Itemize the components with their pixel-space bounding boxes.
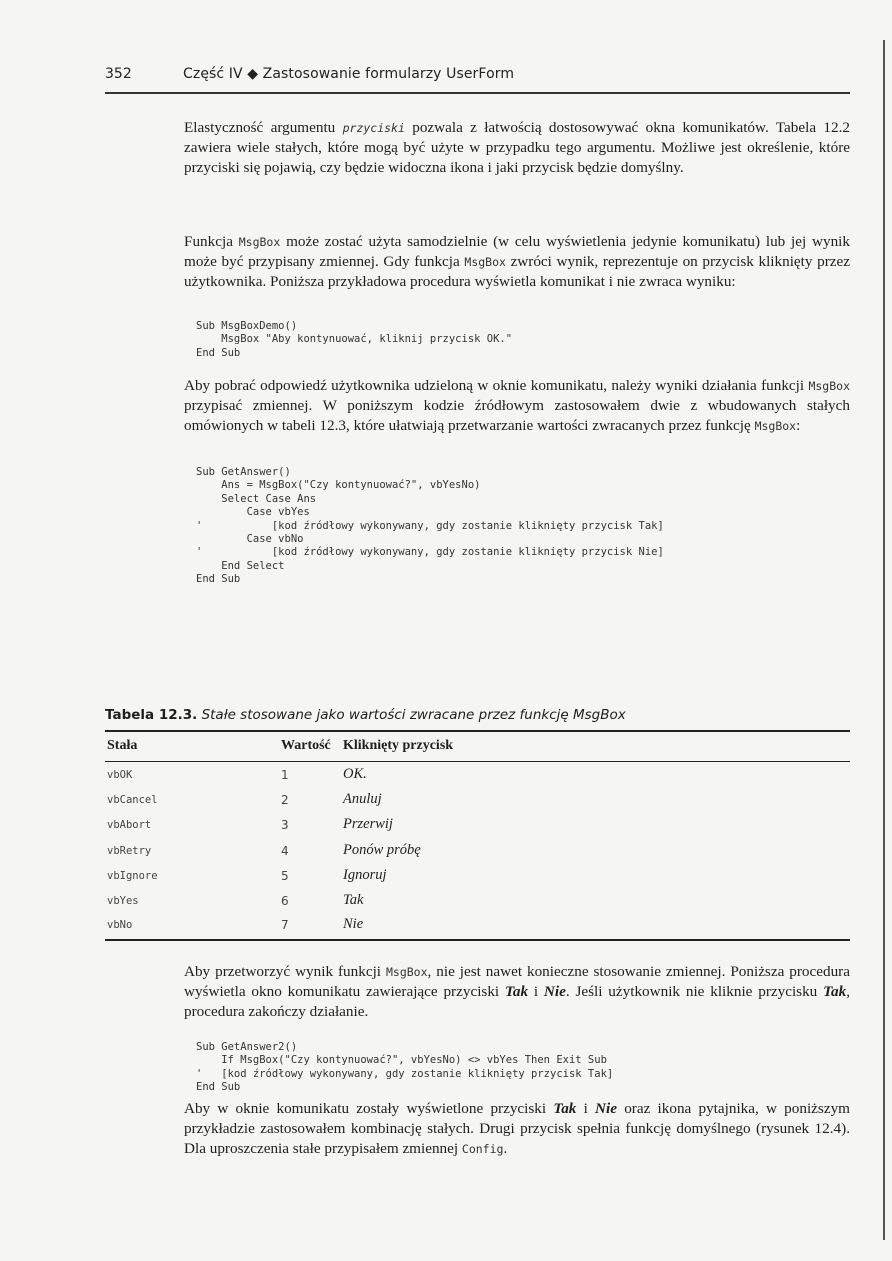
cell-value: 6 (281, 894, 289, 908)
code-inline: MsgBox (754, 419, 797, 434)
table-top-rule (105, 730, 850, 732)
cell-constant: vbYes (107, 895, 139, 907)
paragraph-5 (184, 1099, 850, 1160)
cell-button: Przerwij (343, 816, 393, 832)
paragraph-2 (184, 232, 850, 293)
cell-button: Nie (343, 916, 364, 932)
emphasis: Tak (823, 983, 847, 1001)
code-inline: MsgBox (464, 255, 506, 270)
table-caption (105, 707, 850, 723)
cell-value: 7 (281, 918, 289, 932)
emphasis: Tak (553, 1100, 577, 1117)
emphasis: Nie (543, 983, 566, 1001)
text: Elastyczność argumentu (184, 119, 343, 136)
cell-value: 2 (281, 793, 289, 807)
cell-button: Tak (343, 892, 364, 908)
code-block-2: Sub GetAnswer() Ans = MsgBox("Czy kontynuować?", vbYesNo) Select Case Ans Case vbYes ' [kod źródłowy wykonywany, gdy zostanie kliknięty przycisk Tak] Case vbNo ' [kod źródłowy wykonywany, gdy zostanie kliknięty przycisk Nie] End Select End Sub (196, 466, 664, 586)
chapter-title: Część IV ◆ Zastosowanie formularzy UserForm (183, 66, 515, 82)
code-inline: Config (461, 1142, 504, 1157)
paragraph-3 (184, 376, 850, 437)
page-edge-line (883, 40, 885, 1240)
cell-constant: vbCancel (107, 794, 158, 806)
argument-name: przyciski (342, 121, 405, 135)
emphasis: Tak (504, 983, 529, 1001)
running-header (105, 66, 850, 88)
text: oraz ikona pytajnika, w poniższym przykładzie zastosowałem kombinację stałych. Drugi przycisk spełnia funkcję domyślnego (rysunek 12.4). Dla uproszczenia stałe przypisałem zmiennej (184, 1100, 850, 1158)
cell-button: Anuluj (343, 791, 382, 807)
constants-table (105, 730, 850, 941)
emphasis: Nie (595, 1100, 617, 1117)
table-label: Tabela 12.3. (105, 707, 198, 723)
cell-value: 4 (281, 844, 289, 858)
cell-value: 5 (281, 869, 289, 883)
text: zwróci wynik, reprezentuje on przycisk kliknięty przez użytkownika. Poniższa przykładowa procedura wyświetla komunikat i nie zwraca wyniku: (184, 253, 850, 291)
cell-button: Ignoruj (343, 867, 387, 883)
code-inline: MsgBox (238, 235, 281, 249)
text: Aby przetworzyć wynik funkcji (184, 963, 386, 980)
cell-button: OK. (343, 766, 367, 782)
text: Aby pobrać odpowiedź użytkownika udzieloną w oknie komunikatu, należy wyniki działania funkcji (184, 377, 809, 394)
text: może zostać użyta samodzielnie (w celu wyświetlenia jedynie komunikatu) lub jej wynik może być przypisany zmiennej. Gdy funkcja (184, 233, 850, 271)
table-bottom-rule (105, 939, 850, 941)
text: . Jeśli użytkownik nie kliknie przycisku (565, 983, 824, 1001)
cell-value: 3 (281, 818, 289, 832)
text: , procedura zakończy działanie. (184, 983, 850, 1021)
code-block-3: Sub GetAnswer2() If MsgBox("Czy kontynuować?", vbYesNo) <> vbYes Then Exit Sub ' [kod źródłowy wykonywany, gdy zostanie kliknięty przycisk Tak] End Sub (196, 1041, 614, 1094)
table-header-rule (105, 761, 850, 762)
text: i (576, 1100, 596, 1117)
code-inline: MsgBox (385, 965, 428, 979)
header-stala: Stała (107, 738, 138, 753)
code-block-1: Sub MsgBoxDemo() MsgBox "Aby kontynuować, kliknij przycisk OK." End Sub (196, 320, 513, 359)
cell-constant: vbIgnore (107, 870, 158, 882)
paragraph-4 (184, 962, 850, 1023)
code-inline: MsgBox (808, 379, 850, 393)
header-przycisk: Kliknięty przycisk (343, 738, 454, 753)
cell-constant: vbRetry (107, 845, 152, 857)
header-wartosc: Wartość (281, 738, 331, 753)
text: Funkcja (184, 233, 239, 250)
table-title: Stałe stosowane jako wartości zwracane przez funkcję MsgBox (197, 707, 626, 723)
page-number: 352 (105, 66, 132, 82)
cell-constant: vbAbort (107, 819, 152, 831)
text: i (528, 983, 544, 1001)
text: : (796, 417, 801, 435)
header-rule (105, 92, 850, 94)
text: . (503, 1140, 508, 1158)
text: Aby w oknie komunikatu zostały wyświetlone przyciski (184, 1100, 554, 1117)
text: przypisać zmiennej. W poniższym kodzie źródłowym zastosowałem dwie z wbudowanych stałych omówionych w tabeli 12.3, które ułatwiają przetwarzanie wartości zwracanych przez funkcję (184, 397, 850, 435)
cell-button: Ponów próbę (343, 842, 421, 858)
cell-constant: vbOK (107, 769, 133, 781)
cell-constant: vbNo (107, 919, 133, 931)
text: , nie jest nawet konieczne stosowanie zmiennej. Poniższa procedura wyświetla okno komunikatu zawierające przyciski (184, 963, 850, 1001)
paragraph-1 (184, 118, 850, 179)
text: pozwala z łatwością dostosowywać okna komunikatów. Tabela 12.2 zawiera wiele stałych, które mogą być użyte w przypadku tego argumentu. Możliwe jest określenie, które przyciski się pojawią, czy będzie widoczna ikona i jaki przycisk będzie domyślny. (184, 119, 850, 177)
cell-value: 1 (281, 768, 289, 782)
